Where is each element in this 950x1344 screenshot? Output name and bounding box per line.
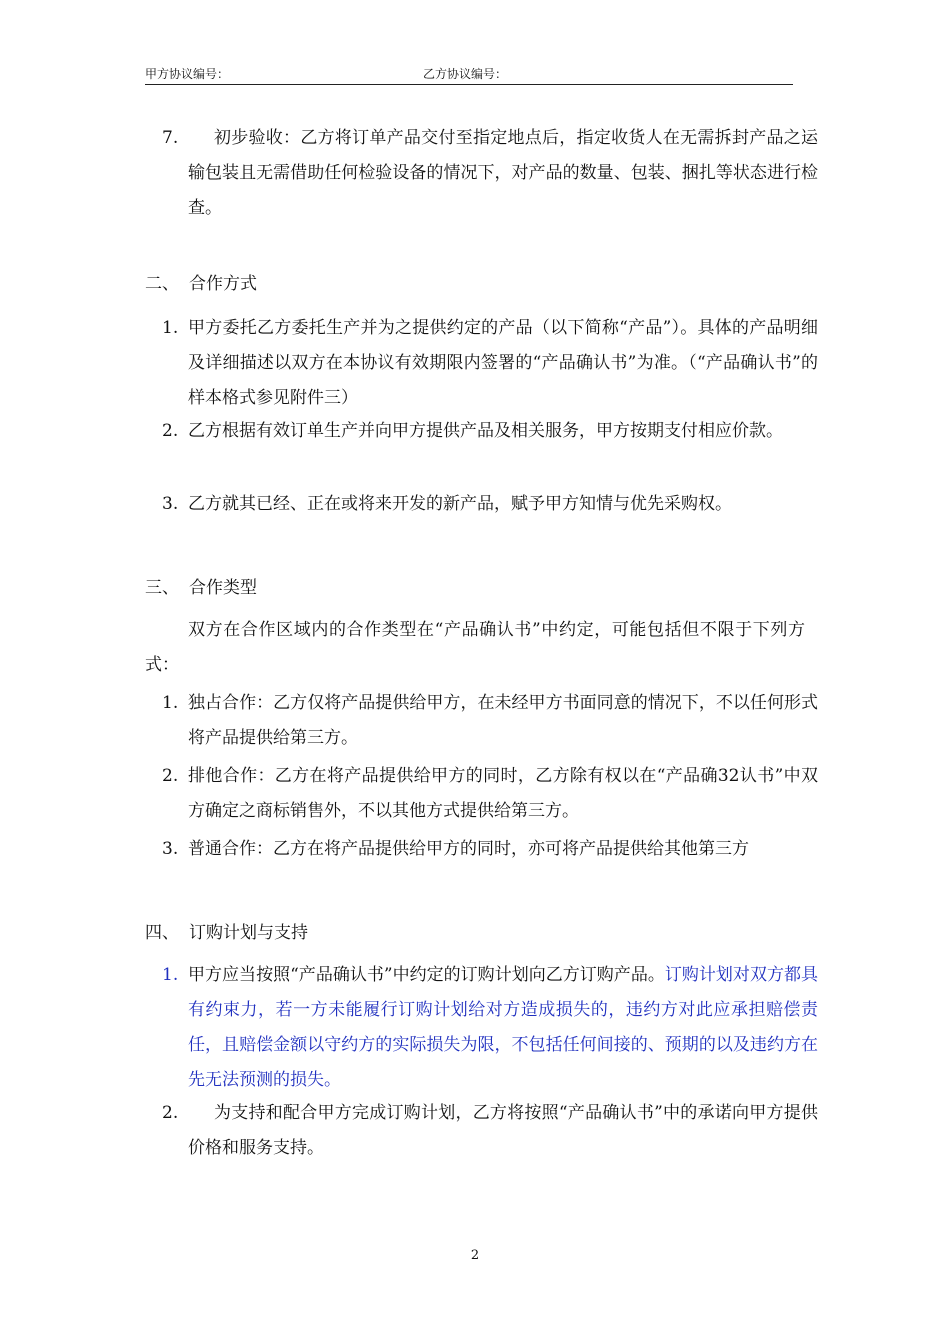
section2-item-1 [162, 311, 822, 416]
section-title: 合作方式 [189, 274, 257, 294]
section3-item-1 [162, 686, 822, 756]
item-number: 3. [162, 494, 179, 514]
item-text: 初步验收：乙方将订单产品交付至指定地点后，指定收货人在无需拆封产品之运输包装且无需借助任何检验设备的情况下，对产品的数量、包装、捆扎等状态进行检查。 [188, 128, 818, 218]
section-title: 订购计划与支持 [189, 923, 308, 943]
item-text: 乙方根据有效订单生产并向甲方提供产品及相关服务，甲方按期支付相应价款。 [188, 421, 783, 441]
section3-intro: 双方在合作区域内的合作类型在“产品确认书”中约定，可能包括但不限于下列方式： [145, 620, 805, 675]
item-text: 独占合作：乙方仅将产品提供给甲方，在未经甲方书面同意的情况下，不以任何形式将产品提供给第三方。 [188, 693, 818, 748]
page-header [145, 66, 793, 85]
item-number: 1. [162, 693, 179, 713]
item-text-part-a: 甲方应当按照“产品确认书”中约定的订购计划向乙方订购产品。 [188, 965, 665, 985]
item-number: 7. [162, 128, 179, 148]
section2-item-3 [162, 487, 822, 522]
item-text-part-b-highlighted: 订购计划对双方都具有约束力，若一方未能履行订购计划给对方造成损失的，违约方对此应承担赔偿责任，且赔偿金额以守约方的实际损失为限，不包括任何间接的、预期的以及违约方在先无法预测的损失。 [188, 965, 818, 1090]
item-text: 普通合作：乙方在将产品提供给甲方的同时，亦可将产品提供给其他第三方 [188, 839, 749, 859]
item-text: 乙方就其已经、正在或将来开发的新产品，赋予甲方知情与优先采购权。 [188, 494, 732, 514]
section-number: 四、 [145, 923, 179, 943]
item-text: 排他合作：乙方在将产品提供给甲方的同时，乙方除有权以在“产品确32认书”中双方确定之商标销售外，不以其他方式提供给第三方。 [188, 766, 818, 821]
section2-item-2 [162, 414, 822, 449]
section-heading-4 [145, 918, 308, 948]
item-number: 2. [162, 766, 179, 786]
section4-item-2 [162, 1096, 822, 1166]
section-heading-3 [145, 573, 257, 603]
item-number: 1. [162, 318, 179, 338]
section-number: 三、 [145, 578, 179, 598]
item-text: 甲方委托乙方委托生产并为之提供约定的产品（以下简称“产品”）。具体的产品明细及详细描述以双方在本协议有效期限内签署的“产品确认书”为准。（“产品确认书”的样本格式参见附件三） [188, 318, 818, 408]
section-title: 合作类型 [189, 578, 257, 598]
clause-item-7 [162, 121, 822, 226]
section4-item-1 [162, 958, 822, 1098]
page-number: 2 [470, 1248, 480, 1263]
section-heading-2 [145, 269, 257, 299]
section3-item-2 [162, 759, 822, 829]
item-number: 3. [162, 839, 179, 859]
party-b-agreement-no: 乙方协议编号： [423, 67, 508, 81]
item-number: 1. [162, 965, 179, 985]
party-a-agreement-no: 甲方协议编号： [145, 67, 230, 81]
item-number: 2. [162, 1103, 179, 1123]
item-number: 2. [162, 421, 179, 441]
section3-item-3 [162, 832, 822, 867]
section-number: 二、 [145, 274, 179, 294]
item-text: 为支持和配合甲方完成订购计划，乙方将按照“产品确认书”中的承诺向甲方提供价格和服务支持。 [188, 1103, 818, 1158]
